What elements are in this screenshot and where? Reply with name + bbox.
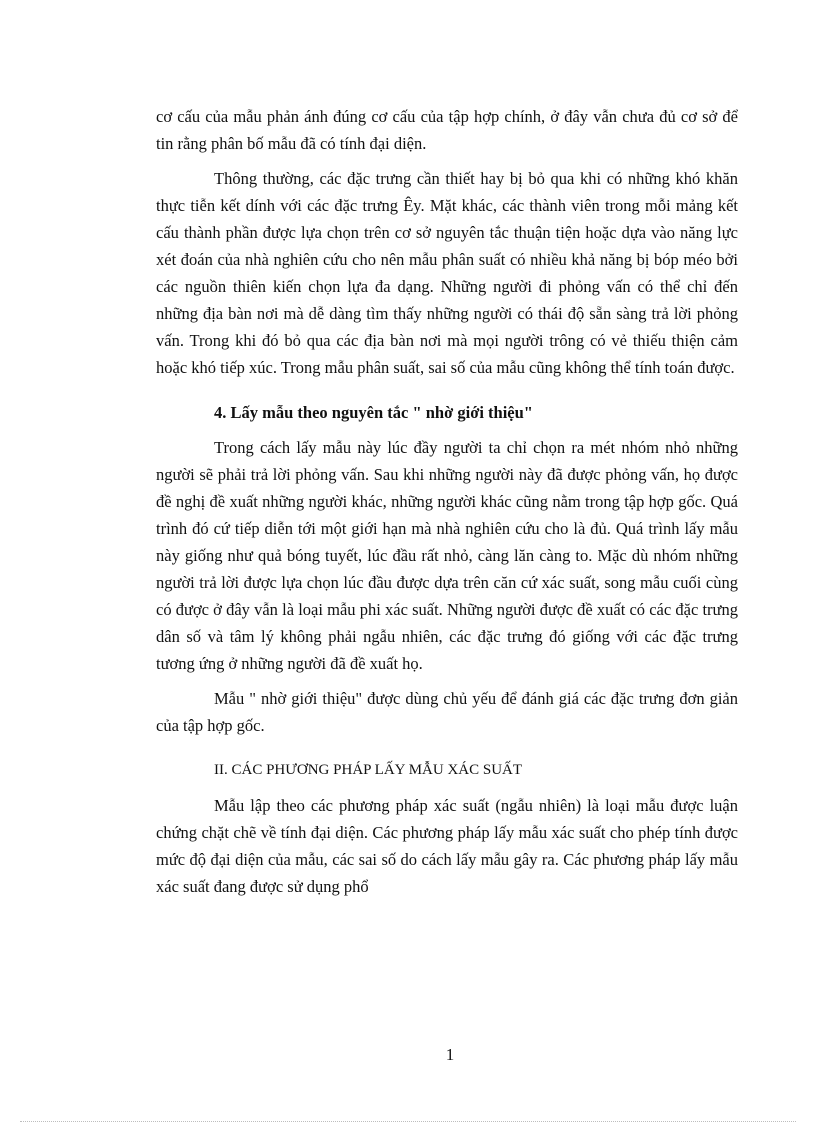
paragraph-snowball-sampling: Trong cách lấy mẫu này lúc đầy người ta chỉ chọn ra mét nhóm nhỏ những người sẽ phải trả lời phỏng vấn. Sau khi những người này đã được phỏng vấn, họ được đề nghị đề xuất những người khác, những người khác cũng nằm trong tập hợp gốc. Quá trình đó cứ tiếp diễn tới một giới hạn mà nhà nghiên cứu cho là đủ. Quá trình lấy mẫu này giống như quả bóng tuyết, lúc đầu rất nhỏ, càng lăn càng to. Mặc dù nhóm những người trả lời được lựa chọn lúc đầu được dựa trên căn cứ xác suất, song mẫu cuối cùng có được ở đây vẫn là loại mẫu phi xác suất. Những người được đề xuất có các đặc trưng dân số và tâm lý không phải ngẫu nhiên, các đặc trưng đó giống với các đặc trưng tương ứng ở những người đã đề xuất họ.: [156, 438, 738, 673]
paragraph-continuation: cơ cấu của mẫu phản ánh đúng cơ cấu của tập hợp chính, ở đây vẫn chưa đủ cơ sở để tin rằng phân bố mẫu đã có tính đại diện.: [156, 107, 738, 153]
paragraph-probability-sampling: Mẫu lập theo các phương pháp xác suất (ngẫu nhiên) là loại mẫu được luận chứng chặt chẽ về tính đại diện. Các phương pháp lấy mẫu xác suất cho phép tính được mức độ đại diện của mẫu, các sai số do cách lấy mẫu gây ra. Các phương pháp lấy mẫu xác suất đang được sử dụng phổ: [156, 796, 738, 896]
section-heading-probability-sampling: II. CÁC PHƯƠNG PHÁP LẤY MẪU XÁC SUẤT: [214, 762, 523, 778]
page-bottom-divider: [20, 1121, 796, 1122]
document-body: [156, 103, 738, 900]
section-heading-snowball: 4. Lấy mẫu theo nguyên tắc " nhờ giới thiệu": [214, 403, 533, 422]
paragraph-quota-sampling-bias: Thông thường, các đặc trưng cần thiết hay bị bỏ qua khi có những khó khăn thực tiễn kết dính với các đặc trưng Êy. Mặt khác, các thành viên trong mỗi mảng kết cấu thành phần được lựa chọn trên cơ sở nguyên tắc thuận tiện hoặc dựa vào năng lực xét đoán của nhà nghiên cứu cho nên mẫu phân suất có nhiều khả năng bị bóp méo bởi các nguồn thiên kiến chọn lựa đa dạng. Những người đi phỏng vấn có thể chỉ đến những địa bàn nơi mà dễ dàng tìm thấy những người có thái độ sẵn sàng trả lời phỏng vấn. Trong khi đó bỏ qua các địa bàn nơi mà mọi người trông có vẻ thiếu thiện cảm hoặc khó tiếp xúc. Trong mẫu phân suất, sai số của mẫu cũng không thể tính toán được.: [156, 169, 738, 377]
paragraph-snowball-usage: Mẫu " nhờ giới thiệu" được dùng chủ yếu để đánh giá các đặc trưng đơn giản của tập hợp gốc.: [156, 689, 738, 735]
page-number: 1: [445, 1045, 455, 1064]
